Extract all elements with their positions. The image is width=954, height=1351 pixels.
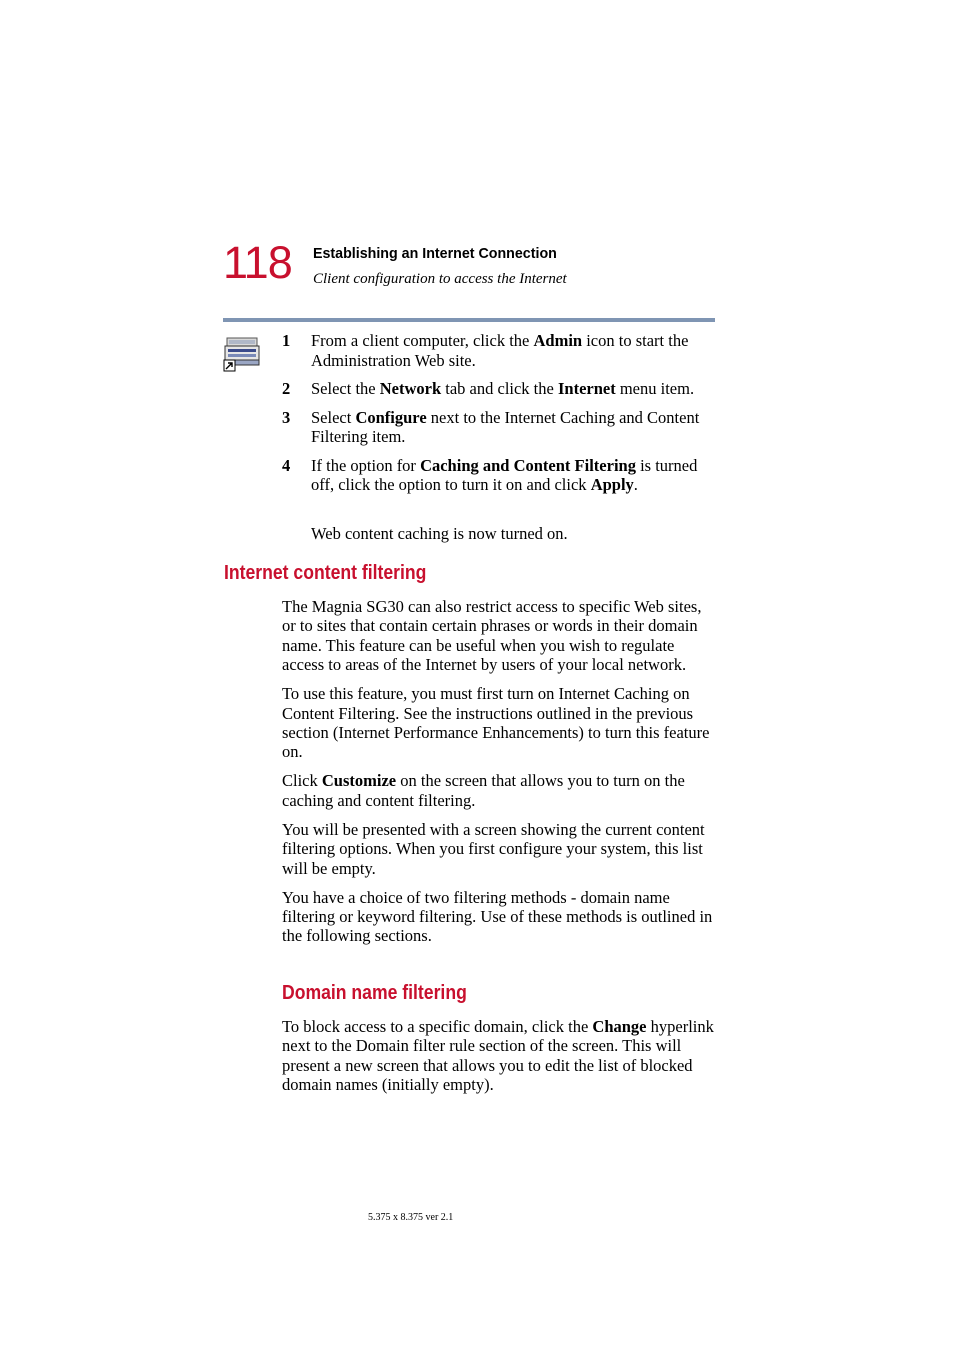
paragraph [282, 820, 717, 878]
step-result: Web content caching is now turned on. [311, 524, 568, 543]
paragraph [282, 1017, 717, 1095]
step-number: 4 [282, 455, 291, 475]
section-heading-internet-content-filtering: Internet content filtering [224, 562, 427, 584]
bold-term: Internet [557, 379, 616, 398]
text-run: is turned off, click the option to turn it on and click [311, 455, 698, 494]
section-subtitle: Client configuration to access the Internet [313, 271, 567, 287]
header-rule [223, 318, 715, 322]
paragraph [282, 597, 717, 675]
text-run: Select [311, 407, 356, 427]
step-text [311, 379, 722, 399]
text-run: tab and click the [441, 379, 558, 398]
bold-term: Change [592, 1017, 647, 1036]
text-run: Click [282, 771, 322, 791]
text-run: icon to start the Administration Web site. [311, 331, 689, 370]
bold-term: Customize [321, 771, 397, 791]
text-run: hyperlink next to the Domain filter rule section of the screen. This will present a new screen that allows you to edit the list of blocked domain names (initially empty). [282, 1017, 714, 1095]
step-text [311, 456, 722, 495]
text-run: If the option for [311, 455, 421, 475]
step-number: 3 [282, 407, 291, 427]
paragraph [282, 684, 717, 762]
text-run: menu item. [615, 379, 695, 398]
bold-term: Configure [355, 407, 427, 427]
bold-term: Apply [590, 475, 634, 494]
footer-version: 5.375 x 8.375 ver 2.1 [368, 1212, 454, 1223]
text-run: The Magnia SG30 can also restrict access to specific Web sites, or to sites that contain certain phrases or words in their domain name. This feature can be useful when you wish to regulate access to areas of the Internet by users of your local network. [282, 597, 702, 675]
step-number: 1 [282, 331, 291, 350]
section1-body [282, 597, 717, 955]
text-run: You will be presented with a screen showing the current content filtering options. When you first configure your system, this list will be empty. [282, 819, 705, 878]
page-number: 118 [223, 237, 292, 288]
section2-body [282, 1017, 717, 1104]
step-item [282, 456, 722, 495]
section-heading-domain-name-filtering: Domain name filtering [282, 982, 467, 1004]
bold-term: Admin [533, 331, 583, 350]
text-run: on the screen that allows you to turn on the caching and content filtering. [282, 771, 685, 810]
text-run: To block access to a specific domain, click the [282, 1017, 593, 1036]
step-item [282, 379, 722, 399]
step-number: 2 [282, 379, 291, 398]
steps-list [282, 331, 722, 504]
text-run: To use this feature, you must first turn on Internet Caching on Content Filtering. See the instructions outlined in the previous section (Internet Performance Enhancements) to turn this feature on. [282, 684, 710, 762]
step-text [311, 331, 722, 370]
bold-term: Caching and Content Filtering [420, 455, 636, 475]
step-item [282, 331, 722, 370]
paragraph [282, 771, 717, 810]
shortcut-computer-icon [223, 336, 261, 372]
text-run: Select the [311, 379, 380, 398]
bold-term: Network [379, 379, 442, 398]
step-text [311, 408, 722, 447]
chapter-title: Establishing an Internet Connection [313, 245, 557, 262]
paragraph [282, 888, 717, 946]
text-run: next to the Internet Caching and Content Filtering item. [311, 407, 700, 446]
text-run: . [633, 475, 638, 494]
text-run: From a client computer, click the [311, 331, 534, 350]
text-run: You have a choice of two filtering methods - domain name filtering or keyword filtering. Use of these methods is outlined in the following sections. [282, 887, 713, 946]
step-item [282, 408, 722, 447]
